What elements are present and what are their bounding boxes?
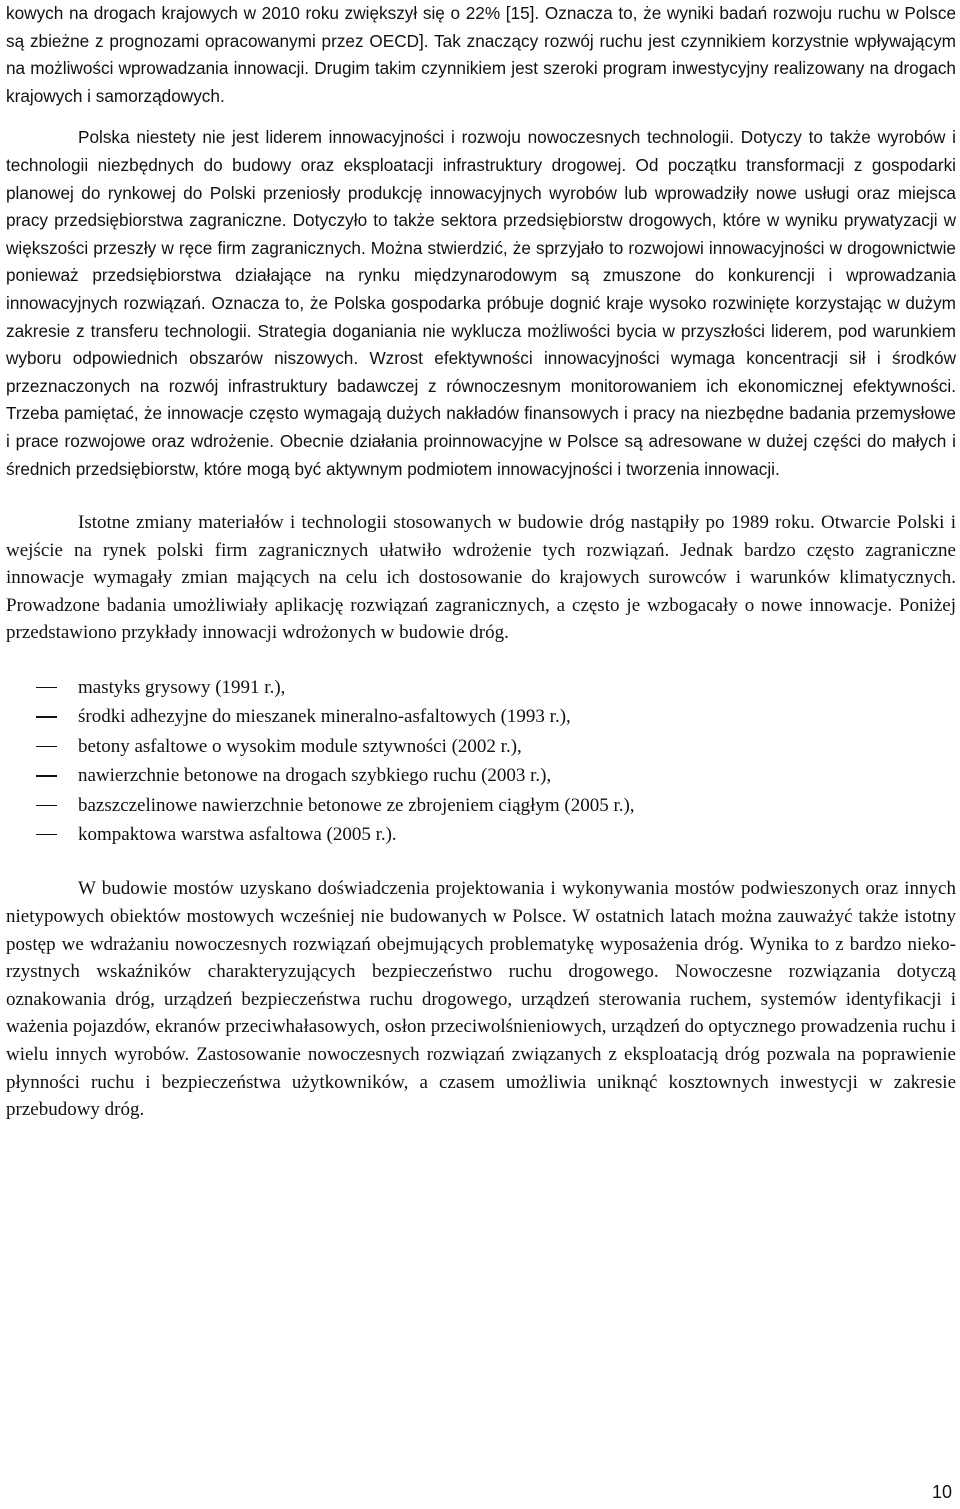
innovation-list <box>6 673 956 849</box>
document-page <box>6 0 956 1124</box>
list-item <box>6 820 956 849</box>
dash-bullet-icon <box>36 746 57 747</box>
paragraph-materials-technologies: Istotne zmiany materiałów i technologii stosowanych w budowie dróg nastąpiły po 1989 roku. Otwarcie Polski i wejście na rynek polski firm zagranicznych ułatwiło wdrożenie tych rozwiązań. Jednak bardzo często zagraniczne innowacje wymagały zmian mających na celu ich dostosowanie do krajowych surowców i warunków klimatycznych. Prowadzone badania umożliwiały aplikację rozwiązań zagranicznych, a często je wzbogacały o nowe innowacje. Poniżej przedstawiono przykłady innowacji wdrożonych w budowie dróg. <box>6 512 956 644</box>
list-item <box>6 673 956 702</box>
list-item <box>6 761 956 790</box>
paragraph-traffic-growth: kowych na drogach krajowych w 2010 roku zwiększył się o 22% [15]. Oznacza to, że wyniki badań rozwoju ruchu w Polsce są zbieżne z prognozami opracowanymi przez OECD]. Tak znaczący rozwój ruchu jest czynnikiem korzystnie wpływającym na możliwości wprowadzania innowacji. Drugim takim czynnikiem jest szeroki program inwestycyjny realizowany na drogach krajowych i samorządowych. <box>6 3 956 106</box>
list-item-text: betony asfaltowe o wysokim module sztywności (2002 r.), <box>78 735 522 757</box>
dash-bullet-icon <box>36 775 57 776</box>
dash-bullet-icon <box>36 716 57 717</box>
list-item <box>6 732 956 761</box>
dash-bullet-icon <box>36 834 57 835</box>
dash-bullet-icon <box>36 805 57 806</box>
list-item-text: mastyks grysowy (1991 r.), <box>78 677 286 699</box>
list-item-text: środki adhezyjne do mieszanek mineralno-asfaltowych (1993 r.), <box>78 706 571 728</box>
dash-bullet-icon <box>36 687 57 688</box>
list-item <box>6 702 956 731</box>
list-item-text: bazszczelinowe nawierzchnie betonowe ze zbrojeniem ciągłym (2005 r.), <box>78 794 635 816</box>
list-item-text: nawierzchnie betonowe na drogach szybkiego ruchu (2003 r.), <box>78 765 552 787</box>
paragraph-innovation-leadership: Polska niestety nie jest liderem innowacyjności i rozwoju nowoczesnych technologii. Dotyczy to także wyrobów i technologii niezbędnych do budowy oraz eksploatacji infrastruktury drogowej. Od początku transformacji z gospodarki planowej do rynkowej do Polski przeniosły produkcję innowacyjnych wyrobów lub wprowadziły nowe usługi oraz miejsca pracy przedsiębiorstwa zagraniczne. Dotyczyło to także sektora przedsiębiorstw drogowych, które w wyniku prywatyzacji w większości przeszły w ręce firm zagranicznych. Można stwierdzić, że sprzyjało to rozwojowi innowacyjności w drogownictwie ponieważ przedsiębiorstwa działające na rynku międzynarodowym są zmuszone do konkurencji i wprowadzania innowacyjnych rozwiązań. Oznacza to, że Polska gospodarka próbuje dognić kraje wysoko rozwinięte korzystając w dużym zakresie z transferu technologii. Strategia doganiania nie wyklucza możliwości bycia w przyszłości liderem, pod warunkiem wyboru odpowiednich obszarów niszowych. Wzrost efektywności innowacyjności wymaga koncentracji sił i środków przeznaczonych na rozwój infrastruktury badawczej z równoczesnym monitorowaniem ich ekonomicznej efektywności. Trzeba pamiętać, że innowacje często wymagają dużych nakładów finansowych i pracy na niezbędne badania przemysłowe i prace rozwojowe oraz wdrożenie. Obecnie działania proinnowacyjne w Polsce są adresowane w dużej części do małych i średnich przedsiębiorstw, które mogą być aktywnym podmiotem innowacyjności i tworzenia innowacji. <box>6 127 956 479</box>
page-number: 10 <box>931 1482 952 1502</box>
list-item <box>6 791 956 820</box>
paragraph-bridges-equipment: W budowie mostów uzyskano doświadczenia projektowania i wykonywania mostów podwieszonych oraz innych nietypowych obiektów mostowych wcześniej nie budowanych w Polsce. W ostatnich latach można zauważyć także istotny postęp we wdrażaniu nowoczesnych rozwiązań obejmujących problematykę wyposażenia dróg. Wynika to z bardzo niekorzystnych wskaźników charakteryzujących bezpieczeństwo ruchu drogowego. Nowoczesne rozwiązania dotyczą oznakowania dróg, urządzeń bezpieczeństwa ruchu drogowego, urządzeń sterowania ruchem, systemów identyfikacji i ważenia pojazdów, ekranów przeciwhałasowych, osłon przeciwolśnieniowych, urządzeń do optycznego prowadzenia ruchu i wielu innych wyrobów. Zastosowanie nowoczesnych rozwiązań związanych z eksploatacją dróg pozwala na poprawienie płynności ruchu i bezpieczeństwa użytkowników, a czasem umożliwia uniknąć kosztownych inwestycji w zakresie przebudowy dróg. <box>6 878 956 1121</box>
list-item-text: kompaktowa warstwa asfaltowa (2005 r.). <box>78 824 397 846</box>
